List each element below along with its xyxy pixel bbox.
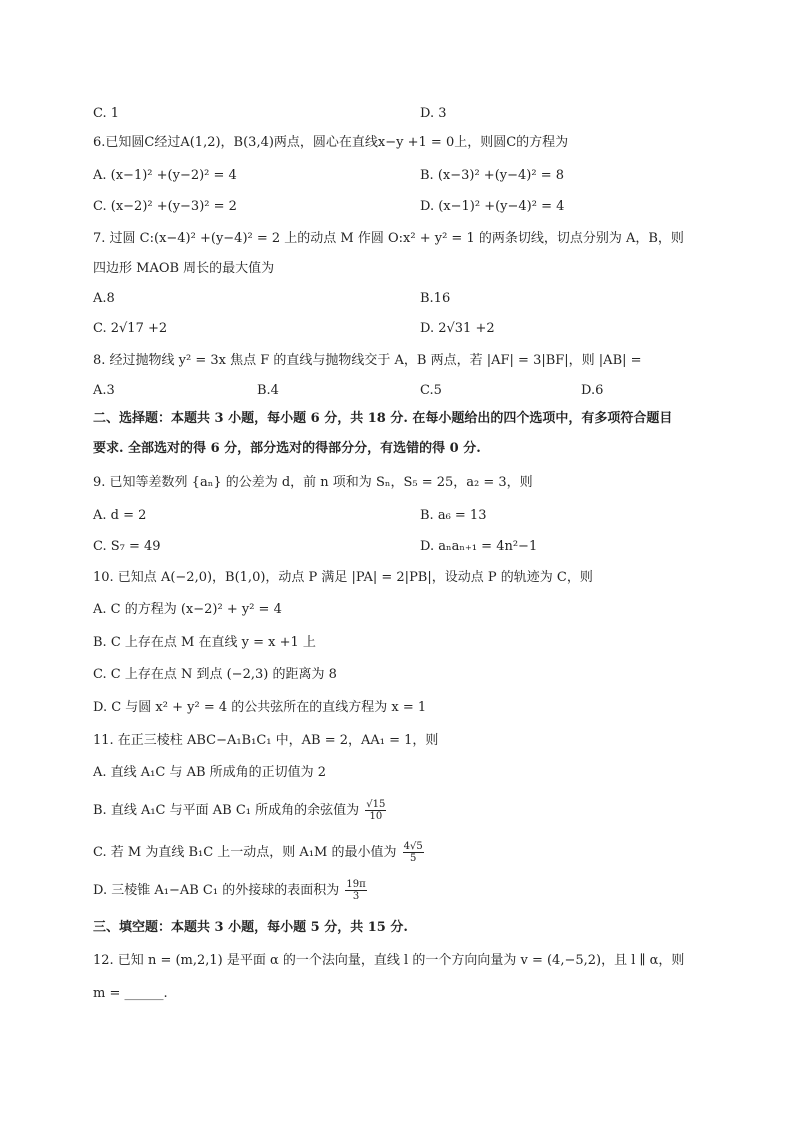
q8-stem: 8. 经过抛物线 y² = 3x 焦点 F 的直线与抛物线交于 A，B 两点，若 |AF| = 3|BF|，则 |AB| = bbox=[93, 353, 642, 368]
section2-heading-line1: 二、选择题：本题共 3 小题，每小题 6 分，共 18 分. 在每小题给出的四个选项中，有多项符合题目 bbox=[93, 411, 673, 426]
q11-option-b-fraction bbox=[365, 799, 386, 822]
q11-option-d-denominator: 3 bbox=[352, 891, 360, 902]
q11-option-a: A. 直线 A₁C 与 AB 所成角的正切值为 2 bbox=[93, 765, 327, 780]
q8-option-c: C.5 bbox=[420, 383, 442, 398]
q11-option-b bbox=[93, 797, 386, 825]
q6-option-d: D. (x−1)² +(y−4)² = 4 bbox=[420, 199, 565, 214]
q9-option-d: D. aₙaₙ₊₁ = 4n²−1 bbox=[420, 539, 538, 554]
q12-stem-line2: m = ______. bbox=[93, 986, 168, 1001]
q11-option-d-text: D. 三棱锥 A₁−AB C₁ 的外接球的表面积为 bbox=[93, 883, 340, 898]
section2-heading-line2: 要求. 全部选对的得 6 分，部分选对的得部分分，有选错的得 0 分. bbox=[93, 441, 481, 456]
q12-stem-line1: 12. 已知 n = (m,2,1) 是平面 α 的一个法向量，直线 l 的一个方向向量为 v = (4,−5,2)，且 l ∥ α，则 bbox=[93, 953, 685, 968]
q11-option-c-fraction bbox=[403, 841, 424, 864]
q7-option-c: C. 2√17 +2 bbox=[93, 321, 168, 336]
q11-option-d bbox=[93, 877, 367, 905]
q6-option-a: A. (x−1)² +(y−2)² = 4 bbox=[93, 168, 237, 183]
q5-option-d: D. 3 bbox=[420, 106, 447, 121]
q5-option-c: C. 1 bbox=[93, 106, 120, 121]
q10-option-a: A. C 的方程为 (x−2)² + y² = 4 bbox=[93, 602, 282, 617]
q10-option-c: C. C 上存在点 N 到点 (−2,3) 的距离为 8 bbox=[93, 667, 337, 682]
q8-option-b: B.4 bbox=[257, 383, 279, 398]
q11-option-b-text: B. 直线 A₁C 与平面 AB C₁ 所成角的余弦值为 bbox=[93, 803, 360, 818]
q7-option-a: A.8 bbox=[93, 291, 115, 306]
q11-option-c-denominator: 5 bbox=[409, 853, 417, 864]
q9-stem: 9. 已知等差数列 {aₙ} 的公差为 d，前 n 项和为 Sₙ，S₅ = 25，a₂ = 3，则 bbox=[93, 475, 533, 490]
q9-option-c: C. S₇ = 49 bbox=[93, 539, 161, 554]
q10-stem: 10. 已知点 A(−2,0)，B(1,0)，动点 P 满足 |PA| = 2|PB|，设动点 P 的轨迹为 C，则 bbox=[93, 570, 593, 585]
q7-option-d: D. 2√31 +2 bbox=[420, 321, 495, 336]
q10-option-d: D. C 与圆 x² + y² = 4 的公共弦所在的直线方程为 x = 1 bbox=[93, 700, 427, 715]
q7-stem-line2: 四边形 MAOB 周长的最大值为 bbox=[93, 261, 275, 276]
q11-stem: 11. 在正三棱柱 ABC−A₁B₁C₁ 中，AB = 2，AA₁ = 1，则 bbox=[93, 733, 439, 748]
q10-option-b: B. C 上存在点 M 在直线 y = x +1 上 bbox=[93, 635, 316, 650]
q11-option-c-numerator: 4√5 bbox=[403, 841, 423, 852]
q6-stem: 6.已知圆C经过A(1,2)，B(3,4)两点，圆心在直线x−y +1 = 0上，则圆C的方程为 bbox=[93, 135, 569, 150]
q7-stem-line1: 7. 过圆 C:(x−4)² +(y−4)² = 2 上的动点 M 作圆 O:x² + y² = 1 的两条切线，切点分别为 A，B，则 bbox=[93, 231, 684, 246]
q9-option-b: B. a₆ = 13 bbox=[420, 508, 487, 523]
q11-option-b-denominator: 10 bbox=[369, 811, 383, 822]
q11-option-c bbox=[93, 839, 424, 867]
q6-option-c: C. (x−2)² +(y−3)² = 2 bbox=[93, 199, 237, 214]
q11-option-b-numerator: √15 bbox=[366, 799, 386, 810]
q11-option-d-numerator: 19π bbox=[346, 879, 366, 890]
q7-option-b: B.16 bbox=[420, 291, 451, 306]
q9-option-a: A. d = 2 bbox=[93, 508, 147, 523]
q11-option-c-text: C. 若 M 为直线 B₁C 上一动点，则 A₁M 的最小值为 bbox=[93, 845, 397, 860]
q6-option-b: B. (x−3)² +(y−4)² = 8 bbox=[420, 168, 564, 183]
q11-option-d-fraction bbox=[345, 879, 366, 902]
q8-option-a: A.3 bbox=[93, 383, 115, 398]
q8-option-d: D.6 bbox=[581, 383, 604, 398]
section3-heading: 三、填空题：本题共 3 小题，每小题 5 分，共 15 分. bbox=[93, 920, 408, 935]
